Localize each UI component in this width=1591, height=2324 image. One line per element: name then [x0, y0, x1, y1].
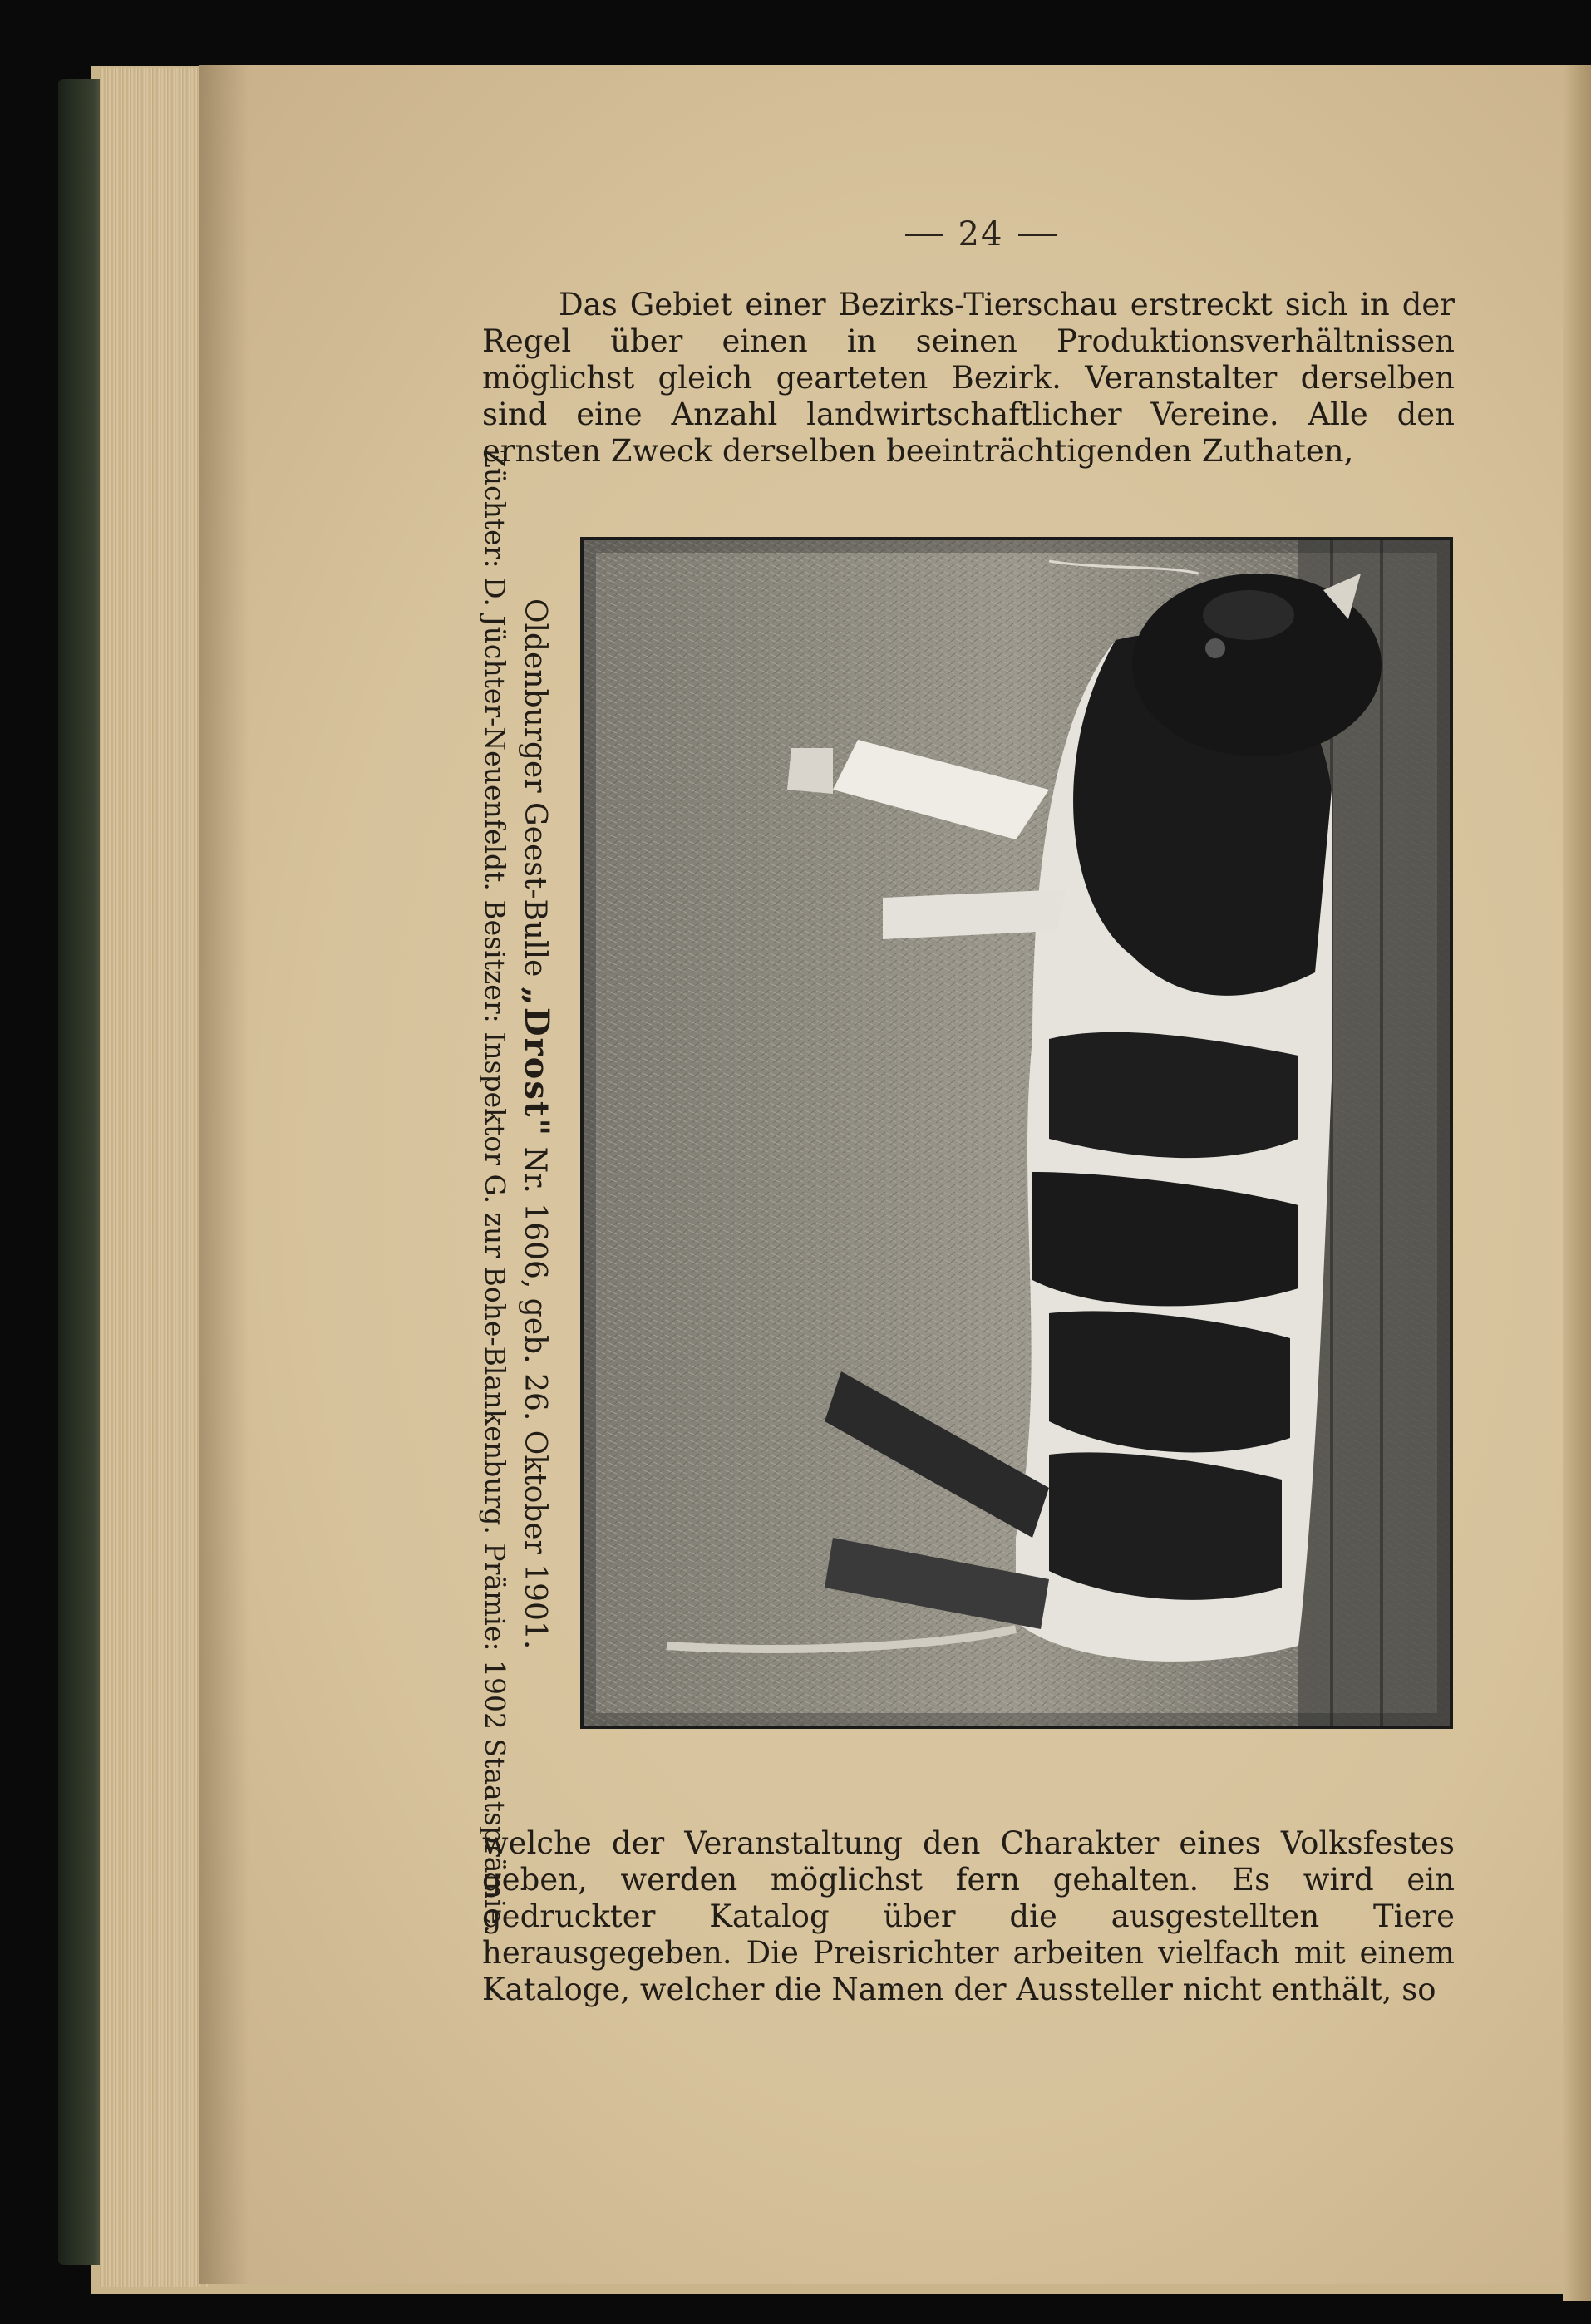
paragraph-bottom [482, 1825, 1455, 2008]
caption-line-2: Züchter: D. Jüchter-Neuenfeldt. Besitzer: Inspektor G. zur Bohe-Blankenburg. Prämie: 1902 Staatsprämie. [479, 449, 511, 1933]
caption-prefix: Oldenburger Geest-Bulle [518, 598, 552, 977]
caption-bull-name: „Drost" [517, 986, 556, 1138]
gutter-shadow [199, 65, 249, 2284]
page-number [881, 213, 1081, 254]
paragraph-top-text: Das Gebiet einer Bezirks-Tierschau erstreckt sich in der Regel über einen in seinen Produktionsverhältnissen möglichst gleich gearteten Bezirk. Veranstalter derselben sind eine Anzahl landwirtschaftlicher Vereine. Alle den ernsten Zweck derselben beeinträchtigenden Zuthaten, [482, 287, 1455, 469]
paragraph-bottom-text: welche der Veranstaltung den Charakter eines Volksfestes geben, werden möglichst fern gehalten. Es wird ein gedruckter Katalog über die ausgestellten Tiere herausgegeben. Die Preisrichter arbeiten vielfach mit einem Kataloge, welcher die Namen der Aussteller nicht enthält, so [482, 1825, 1455, 2007]
dash-right [1018, 234, 1057, 236]
photo-caption [475, 449, 556, 1933]
page-edges [100, 68, 208, 2287]
caption-line-1 [515, 449, 556, 1770]
caption-suffix: Nr. 1606, geb. 26. Oktober 1901. [518, 1146, 552, 1650]
right-page-edge [1563, 65, 1591, 2301]
dash-left [905, 234, 943, 236]
paragraph-top [482, 287, 1455, 470]
page-number-value: 24 [958, 215, 1004, 254]
bull-photograph-image [584, 540, 1450, 1726]
bull-photograph [580, 537, 1453, 1729]
photo-caption-area [474, 449, 557, 1933]
